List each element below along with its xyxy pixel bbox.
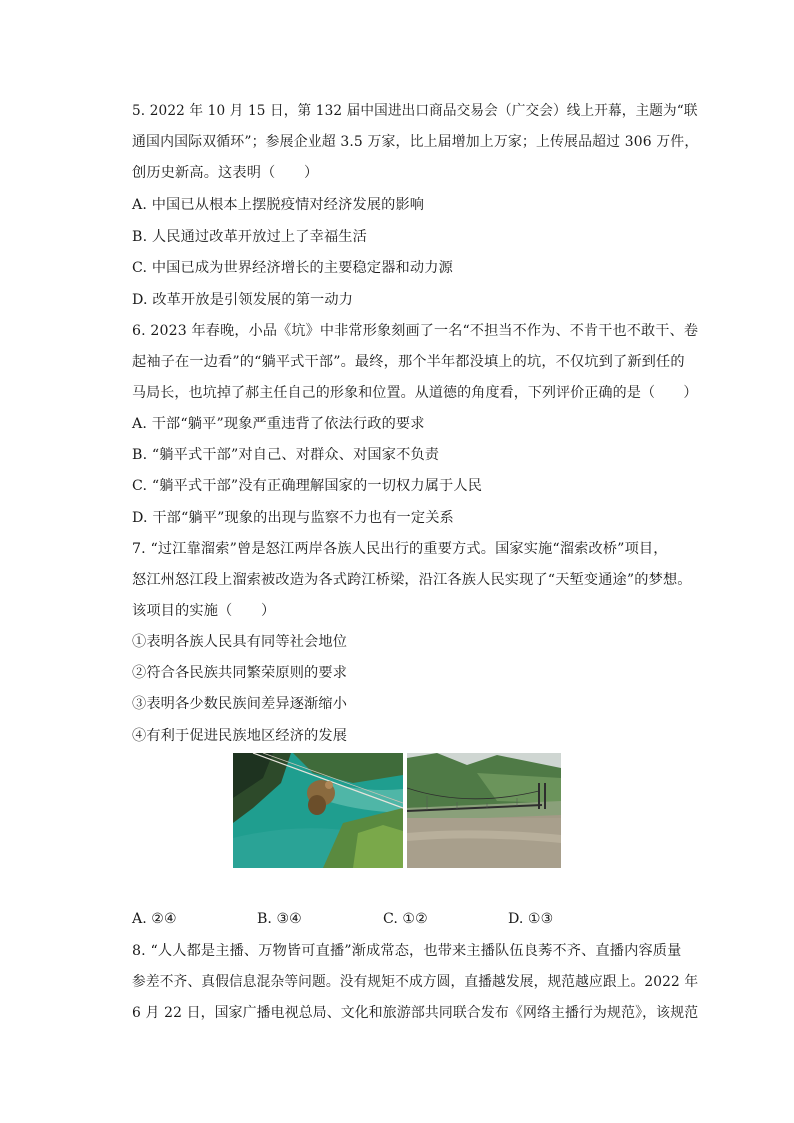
q6-option-c: C. “躺平式干部”没有正确理解国家的一切权力属于人民: [132, 478, 483, 494]
q7-stem-line-2: 怒江州怒江段上溜索被改造为各式跨江桥梁，沿江各族人民实现了“天堑变通途”的梦想。: [132, 572, 692, 588]
q7-answer-a: A. ②④: [132, 911, 177, 927]
suspension-bridge-photo: [407, 753, 561, 868]
q7-statement-1: ①表明各族人民具有同等社会地位: [132, 634, 348, 650]
q6-option-a: A. 干部“躺平”现象严重违背了依法行政的要求: [132, 416, 425, 432]
q5-stem-line-3: 创历史新高。这表明（ ）: [132, 165, 319, 181]
q7-statement-4: ④有利于促进民族地区经济的发展: [132, 728, 348, 744]
q6-option-b: B. “躺平式干部”对自己、对群众、对国家不负责: [132, 447, 440, 463]
q7-answer-b: B. ③④: [257, 911, 302, 927]
q7-statement-2: ②符合各民族共同繁荣原则的要求: [132, 665, 348, 681]
q6-option-d: D. 干部“躺平”现象的出现与监察不力也有一定关系: [132, 510, 454, 526]
q5-option-b: B. 人民通过改革开放过上了幸福生活: [132, 229, 367, 245]
q7-answer-c: C. ①②: [383, 911, 428, 927]
q6-stem-line-2: 起袖子在一边看”的“躺平式干部”。最终，那个半年都没填上的坑，不仅坑到了新到任的: [132, 354, 685, 370]
q7-answer-options: [132, 909, 652, 929]
q6-stem-line-1: 6. 2023 年春晚，小品《坑》中非常形象刻画了一名“不担当不作为、不肯干也不敢干、卷: [132, 323, 699, 339]
q7-photos: [233, 753, 561, 868]
q7-stem-line-1: 7. “过江靠溜索”曾是怒江两岸各族人民出行的重要方式。国家实施“溜索改桥”项目，: [132, 541, 668, 557]
q7-statement-3: ③表明各少数民族间差异逐渐缩小: [132, 696, 348, 712]
q5-option-d: D. 改革开放是引领发展的第一动力: [132, 292, 354, 308]
q8-stem-line-1: 8. “人人都是主播、万物皆可直播”渐成常态，也带来主播队伍良莠不齐、直播内容质量: [132, 943, 682, 959]
q5-option-c: C. 中国已成为世界经济增长的主要稳定器和动力源: [132, 260, 453, 276]
q5-stem-line-2: 通国内国际双循环”；参展企业超 3.5 万家，比上届增加上万家；上传展品超过 306 万件，: [132, 134, 699, 150]
q7-answer-d: D. ①③: [508, 911, 554, 927]
zipline-over-river-photo: [233, 753, 403, 868]
q5-stem-line-1: 5. 2022 年 10 月 15 日，第 132 届中国进出口商品交易会（广交会）线上开幕，主题为“联: [132, 103, 698, 119]
q8-stem-line-3: 6 月 22 日，国家广播电视总局、文化和旅游部共同联合发布《网络主播行为规范》，该规范: [132, 1005, 699, 1021]
q7-stem-line-3: 该项目的实施（ ）: [132, 603, 276, 619]
q5-option-a: A. 中国已从根本上摆脱疫情对经济发展的影响: [132, 197, 425, 213]
q8-stem-line-2: 参差不齐、真假信息混杂等问题。没有规矩不成方圆，直播越发展，规范越应跟上。2022 年: [132, 974, 699, 990]
q6-stem-line-3: 马局长，也坑掉了郝主任自己的形象和位置。从道德的角度看，下列评价正确的是（ ）: [132, 385, 698, 401]
